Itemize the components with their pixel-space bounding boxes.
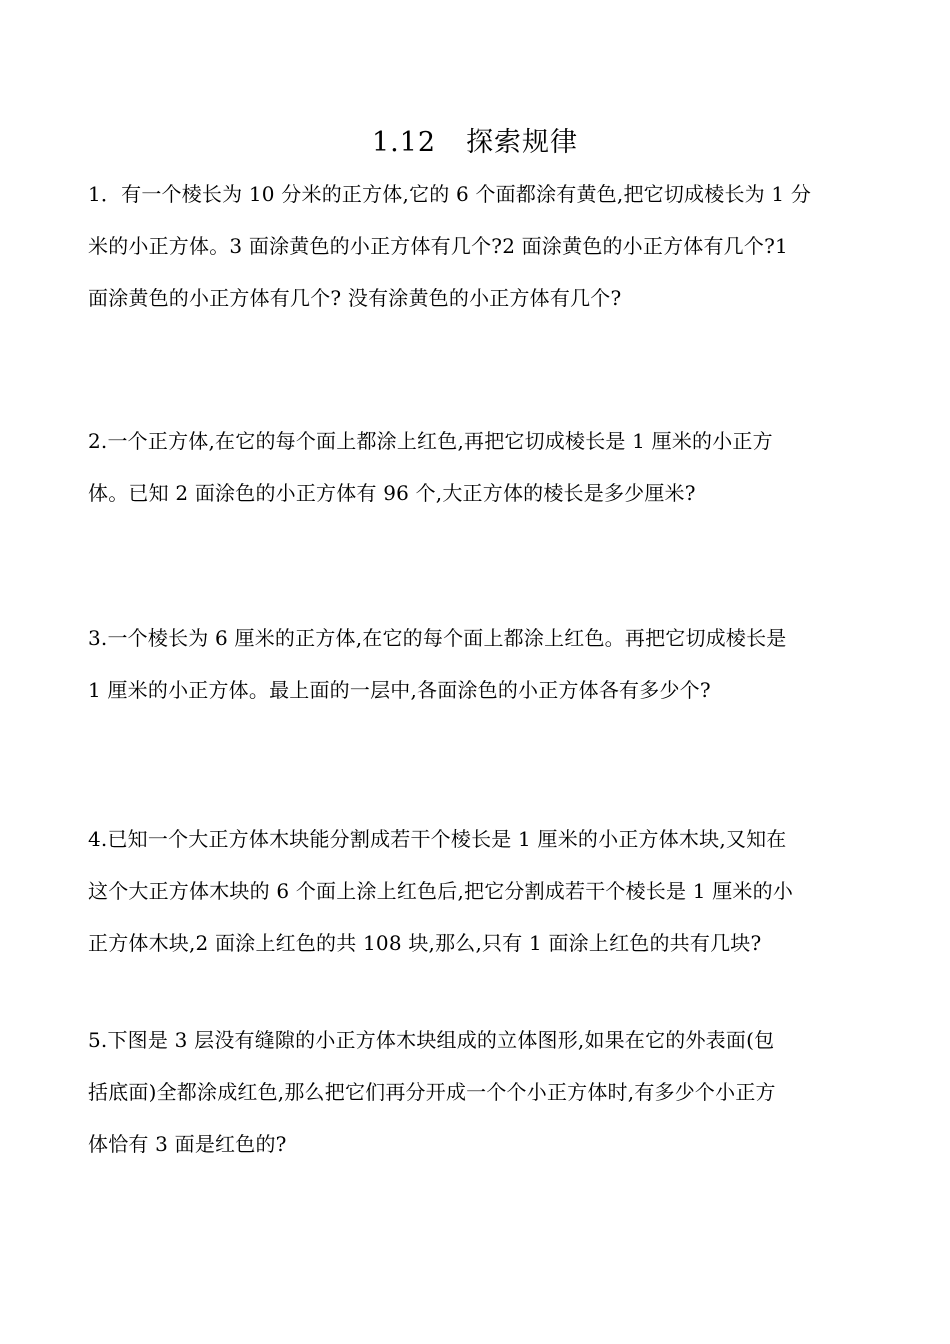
title-text: 探索规律 bbox=[466, 127, 579, 158]
question-line: 3.一个棱长为 6 厘米的正方体,在它的每个面上都涂上红色。再把它切成棱长是 bbox=[88, 626, 787, 650]
title-number: 1.12 bbox=[371, 127, 437, 158]
question-line: 正方体木块,2 面涂上红色的共 108 块,那么,只有 1 面涂上红色的共有几块? bbox=[88, 931, 762, 955]
question-line: 1 厘米的小正方体。最上面的一层中,各面涂色的小正方体各有多少个? bbox=[88, 678, 711, 702]
question-line: 面涂黄色的小正方体有几个? 没有涂黄色的小正方体有几个? bbox=[88, 286, 622, 310]
question-line: 体恰有 3 面是红色的? bbox=[88, 1132, 287, 1156]
question-1 bbox=[88, 168, 864, 324]
question-line: 2.一个正方体,在它的每个面上都涂上红色,再把它切成棱长是 1 厘米的小正方 bbox=[88, 429, 773, 453]
question-line: 1．有一个棱长为 10 分米的正方体,它的 6 个面都涂有黄色,把它切成棱长为 1 分 bbox=[88, 182, 812, 206]
question-5 bbox=[88, 1014, 864, 1170]
question-3 bbox=[88, 612, 864, 716]
page-title bbox=[0, 120, 950, 166]
question-line: 5.下图是 3 层没有缝隙的小正方体木块组成的立体图形,如果在它的外表面(包 bbox=[88, 1028, 775, 1052]
question-line: 括底面)全都涂成红色,那么把它们再分开成一个个小正方体时,有多少个小正方 bbox=[88, 1080, 776, 1104]
question-line: 米的小正方体。3 面涂黄色的小正方体有几个?2 面涂黄色的小正方体有几个?1 bbox=[88, 234, 788, 258]
question-line: 4.已知一个大正方体木块能分割成若干个棱长是 1 厘米的小正方体木块,又知在 bbox=[88, 827, 787, 851]
question-4 bbox=[88, 813, 864, 969]
question-line: 这个大正方体木块的 6 个面上涂上红色后,把它分割成若干个棱长是 1 厘米的小 bbox=[88, 879, 794, 903]
question-line: 体。已知 2 面涂色的小正方体有 96 个,大正方体的棱长是多少厘米? bbox=[88, 481, 696, 505]
question-2 bbox=[88, 415, 864, 519]
